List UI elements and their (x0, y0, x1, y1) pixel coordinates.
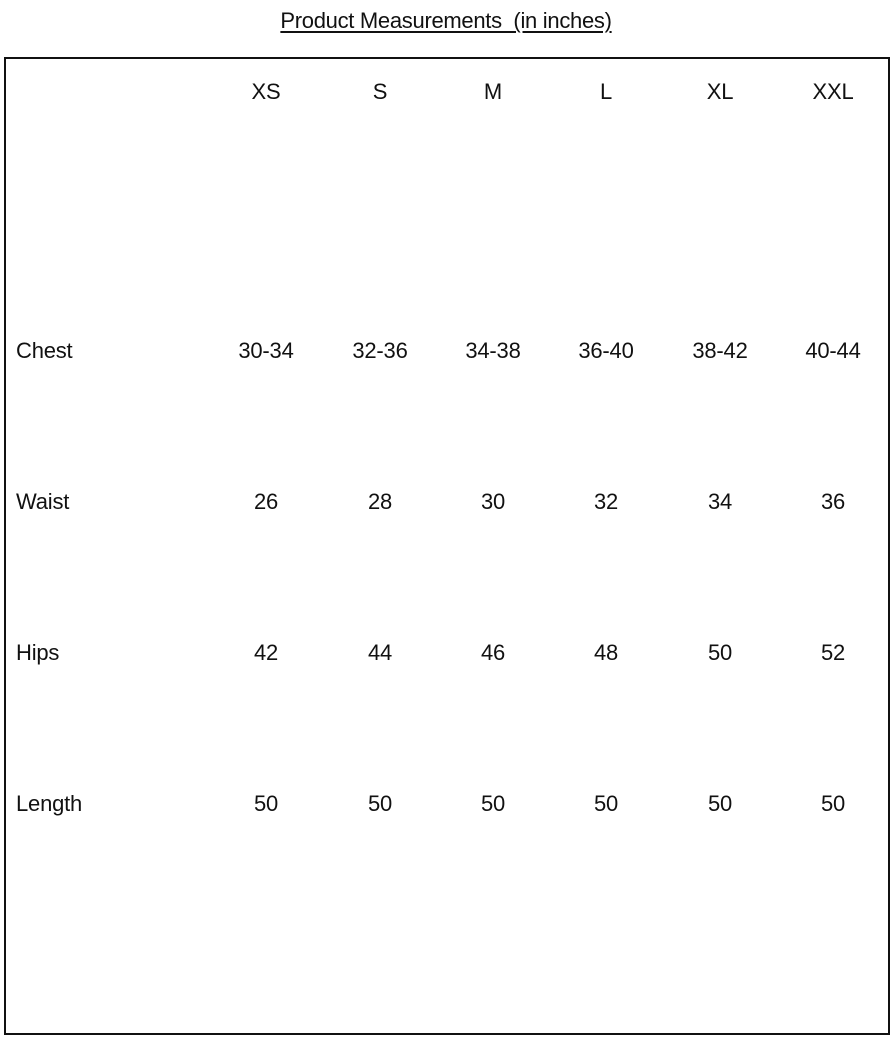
table-cell: 34 (707, 489, 733, 514)
row-label-waist: Waist (16, 489, 70, 514)
table-cell: 42 (253, 640, 279, 665)
row-label-hips: Hips (16, 640, 60, 665)
column-header-xs: XS (251, 79, 281, 104)
column-header-s: S (372, 79, 388, 104)
table-cell: 32 (593, 489, 619, 514)
column-header-xl: XL (706, 79, 734, 104)
table-cell: 46 (480, 640, 506, 665)
table-cell: 50 (707, 640, 733, 665)
table-cell: 48 (593, 640, 619, 665)
table-cell: 50 (367, 791, 393, 816)
row-label-length: Length (16, 791, 83, 816)
page-title-text: Product Measurements (in inches) (280, 8, 612, 33)
column-header-l: L (599, 79, 613, 104)
table-cell: 34-38 (465, 338, 521, 363)
row-label-chest: Chest (16, 338, 73, 363)
page-title (0, 8, 892, 34)
table-cell: 40-44 (805, 338, 861, 363)
table-cell: 50 (593, 791, 619, 816)
table-cell: 30 (480, 489, 506, 514)
table-cell: 36-40 (578, 338, 634, 363)
table-cell: 50 (253, 791, 279, 816)
table-cell: 30-34 (238, 338, 294, 363)
table-cell: 32-36 (352, 338, 408, 363)
table-cell: 38-42 (692, 338, 748, 363)
table-cell: 50 (820, 791, 846, 816)
table-cell: 36 (820, 489, 846, 514)
table-cell: 44 (367, 640, 393, 665)
column-header-m: M (483, 79, 503, 104)
table-cell: 26 (253, 489, 279, 514)
column-header-xxl: XXL (812, 79, 854, 104)
size-chart-table (4, 57, 890, 1035)
table-cell: 50 (707, 791, 733, 816)
table-cell: 52 (820, 640, 846, 665)
table-cell: 28 (367, 489, 393, 514)
table-cell: 50 (480, 791, 506, 816)
